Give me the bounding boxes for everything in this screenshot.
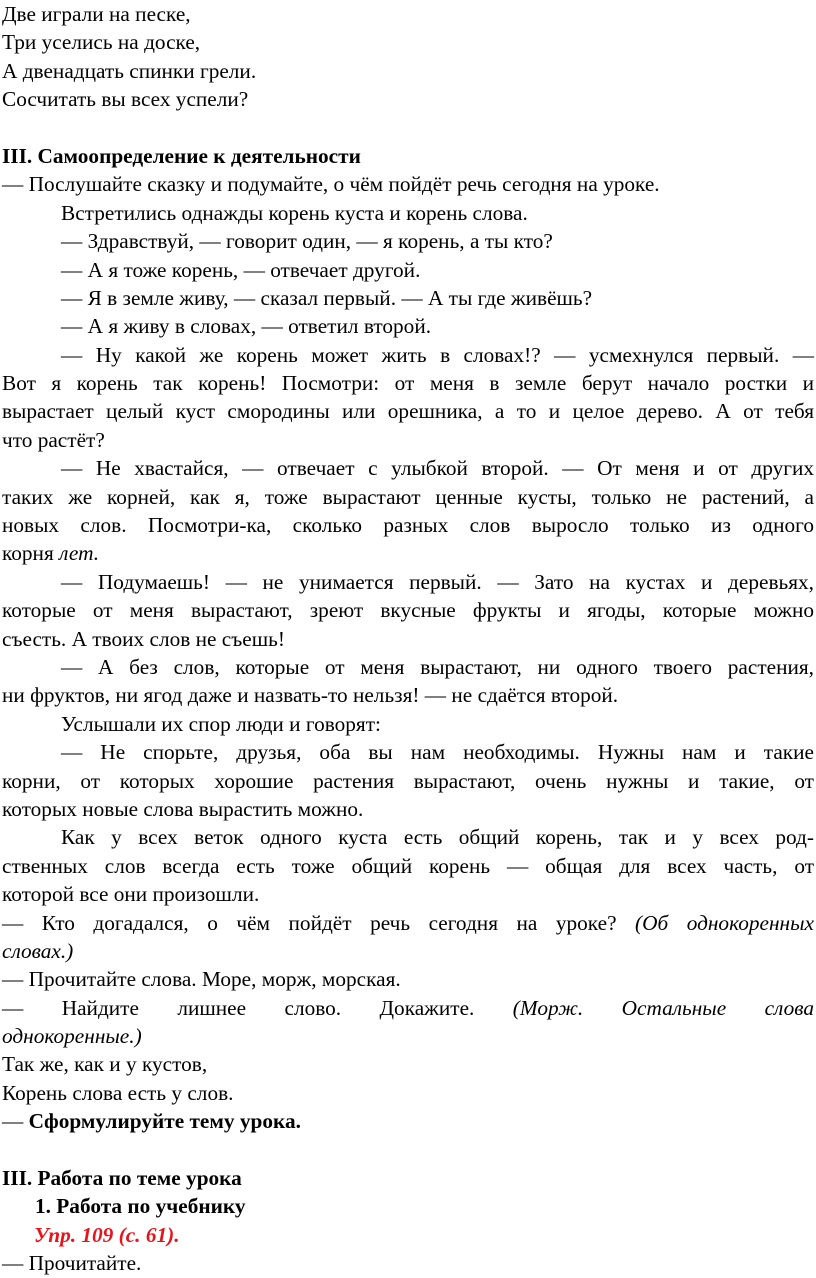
paragraph-line: ственных слов всегда есть тоже общий корень — общая для всех часть, от <box>2 853 814 878</box>
italic-word: лет. <box>59 541 100 566</box>
paragraph-line: что растёт? <box>2 427 105 452</box>
paragraph-line: вырастает целый куст смородины или орешника, а то и целое дерево. А от тебя <box>2 399 814 424</box>
paragraph-line: съесть. А твоих слов не съешь! <box>2 626 285 651</box>
poem-line: Сосчитать вы всех успели? <box>2 87 249 112</box>
numbered-item: 1. Работа по учебнику <box>35 1194 246 1219</box>
paragraph-line <box>2 539 814 567</box>
paragraph-line: — Не спорьте, друзья, оба вы нам необходимы. Нужны нам и такие <box>61 740 814 765</box>
task-text: Сформулируйте тему урока. <box>28 1109 301 1134</box>
poem-line: Две играли на песке, <box>2 2 191 26</box>
poem-block <box>2 0 814 114</box>
poem-line: Корень слова есть у слов. <box>2 1080 234 1105</box>
poem-line: Так же, как и у кустов, <box>2 1052 208 1077</box>
paragraph-line: которых новые слова вырастить можно. <box>2 796 364 821</box>
task-line <box>2 1107 814 1135</box>
instruction-line: — Прочитайте. <box>2 1251 142 1276</box>
answer-text: (Об однокоренных <box>635 910 814 935</box>
question-line <box>2 994 814 1022</box>
answer-line: однокоренные.) <box>2 1024 142 1049</box>
question-text: — Кто догадался, о чём пойдёт речь сегодня на уроке? <box>2 910 636 935</box>
paragraph-line: которые от меня вырастают, зреют вкусные фрукты и ягоды, которые можно <box>2 598 814 623</box>
paragraph-line: — Ну какой же корень может жить в словах!? — усмехнулся первый. — <box>61 342 814 367</box>
story-line: — А я тоже корень, — отвечает другой. <box>61 257 421 282</box>
question-text: — Найдите лишнее слово. Докажите. <box>2 995 513 1020</box>
paragraph-text: корня <box>2 541 60 566</box>
spacer <box>2 114 814 142</box>
section-heading: III. Работа по теме урока <box>2 1166 242 1191</box>
paragraph-line: — А без слов, которые от меня вырастают, ни одного твоего растения, <box>61 654 814 679</box>
paragraph-line: Вот я корень так корень! Посмотри: от меня в земле берут начало ростки и <box>2 371 814 396</box>
answer-text: (Морж. Остальные слова <box>512 995 814 1020</box>
paragraph-line: — Не хвастайся, — отвечает с улыбкой второй. — От меня и от других <box>61 456 814 481</box>
task-dash: — <box>2 1109 29 1134</box>
question-line <box>2 909 814 937</box>
exercise-reference: Упр. 109 (с. 61). <box>34 1222 180 1247</box>
paragraph-line: которой все они произошли. <box>2 882 260 907</box>
paragraph-line: таких же корней, как я, тоже вырастают ценные кусты, только не растений, а <box>2 484 814 509</box>
story-line: — А я живу в словах, — ответил второй. <box>61 314 432 339</box>
poem-line: Три уселись на доске, <box>2 30 201 55</box>
paragraph-line: Как у всех веток одного куста есть общий корень, так и у всех род- <box>61 825 814 850</box>
poem-line: А двенадцать спинки грели. <box>2 58 257 83</box>
story-line: — Я в земле живу, — сказал первый. — А ты где живёшь? <box>61 285 593 310</box>
spacer <box>2 1136 814 1164</box>
paragraph-line: ни фруктов, ни ягод даже и назвать-то нельзя! — не сдаётся второй. <box>2 683 619 708</box>
paragraph-line: новых слов. Посмотри-ка, сколько разных слов выросло только из одного <box>2 513 814 538</box>
paragraph-line: Услышали их спор люди и говорят: <box>61 711 381 736</box>
section-heading: III. Самоопределение к деятельности <box>2 143 361 168</box>
story-line: — Здравствуй, — говорит один, — я корень, а ты кто? <box>61 229 553 254</box>
story-line: Встретились однажды корень куста и корень слова. <box>61 200 528 225</box>
answer-line: словах.) <box>2 938 74 963</box>
question-line: — Прочитайте слова. Море, морж, морская. <box>2 967 401 992</box>
paragraph-line: — Подумаешь! — не унимается первый. — Зато на кустах и деревьях, <box>61 569 814 594</box>
paragraph-line: корни, от которых хорошие растения вырастают, очень нужны и такие, от <box>2 768 814 793</box>
intro-line: — Послушайте сказку и подумайте, о чём пойдёт речь сегодня на уроке. <box>2 172 660 197</box>
